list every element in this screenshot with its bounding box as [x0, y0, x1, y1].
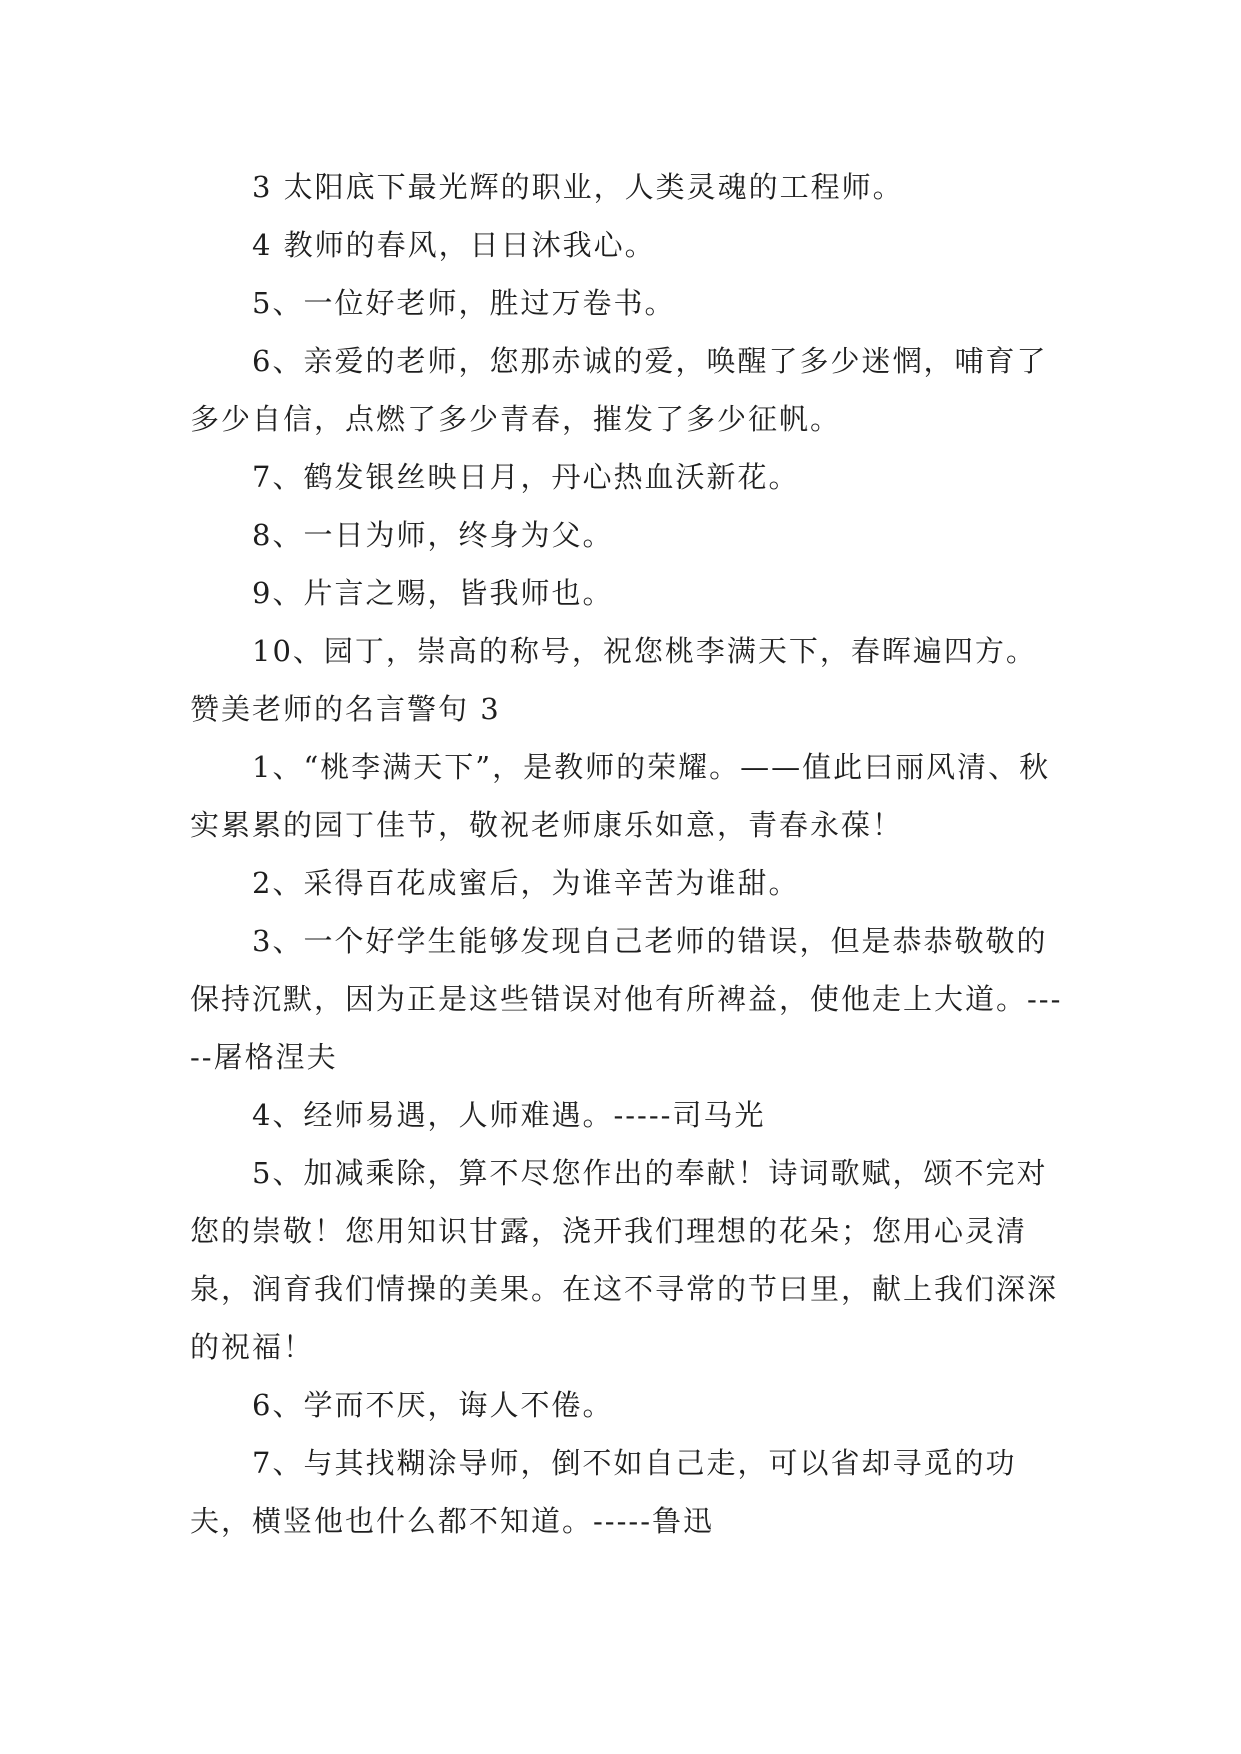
paragraph-quote: 5、加减乘除，算不尽您作出的奉献！诗词歌赋，颂不完对您的崇敬！您用知识甘露，浇开我们理想的花朵；您用心灵清泉，润育我们情操的美果。在这不寻常的节曰里，献上我们深深的祝福！ — [190, 1156, 1059, 1364]
paragraph-quote: 8、一日为师，终身为父。 — [252, 518, 614, 552]
paragraph-quote: 6、亲爱的老师，您那赤诚的爱，唤醒了多少迷惘，哺育了多少自信，点燃了多少青春，摧发了多少征帆。 — [190, 344, 1048, 436]
paragraph-quote: 3、一个好学生能够发现自己老师的错误，但是恭恭敬敬的保持沉默，因为正是这些错误对他有所裨益，使他走上大道。-----屠格涅夫 — [190, 924, 1063, 1074]
paragraph-quote: 3 太阳底下最光辉的职业，人类灵魂的工程师。 — [252, 170, 904, 204]
paragraph-quote: 6、学而不厌，诲人不倦。 — [252, 1388, 614, 1422]
paragraph-quote: 9、片言之赐，皆我师也。 — [252, 576, 614, 610]
section-heading: 赞美老师的名言警句 3 — [190, 692, 501, 726]
paragraph-quote: 4 教师的春风，日日沐我心。 — [252, 228, 656, 262]
paragraph-quote: 5、一位好老师，胜过万卷书。 — [252, 286, 676, 320]
document-body — [190, 158, 1070, 1550]
paragraph-quote: 4、经师易遇，人师难遇。-----司马光 — [252, 1098, 766, 1132]
paragraph-quote: 7、与其找糊涂导师，倒不如自己走，可以省却寻觅的功夫，横竖他也什么都不知道。-----鲁迅 — [190, 1446, 1017, 1538]
paragraph-quote: 2、采得百花成蜜后，为谁辛苦为谁甜。 — [252, 866, 800, 900]
paragraph-quote: 1、“桃李满天下”，是教师的荣耀。——值此曰丽风清、秋实累累的园丁佳节，敬祝老师康乐如意，青春永葆！ — [190, 750, 1051, 842]
paragraph-quote: 7、鹤发银丝映日月，丹心热血沃新花。 — [252, 460, 800, 494]
paragraph-quote: 10、园丁，崇高的称号，祝您桃李满天下，春晖遍四方。 — [252, 634, 1037, 668]
